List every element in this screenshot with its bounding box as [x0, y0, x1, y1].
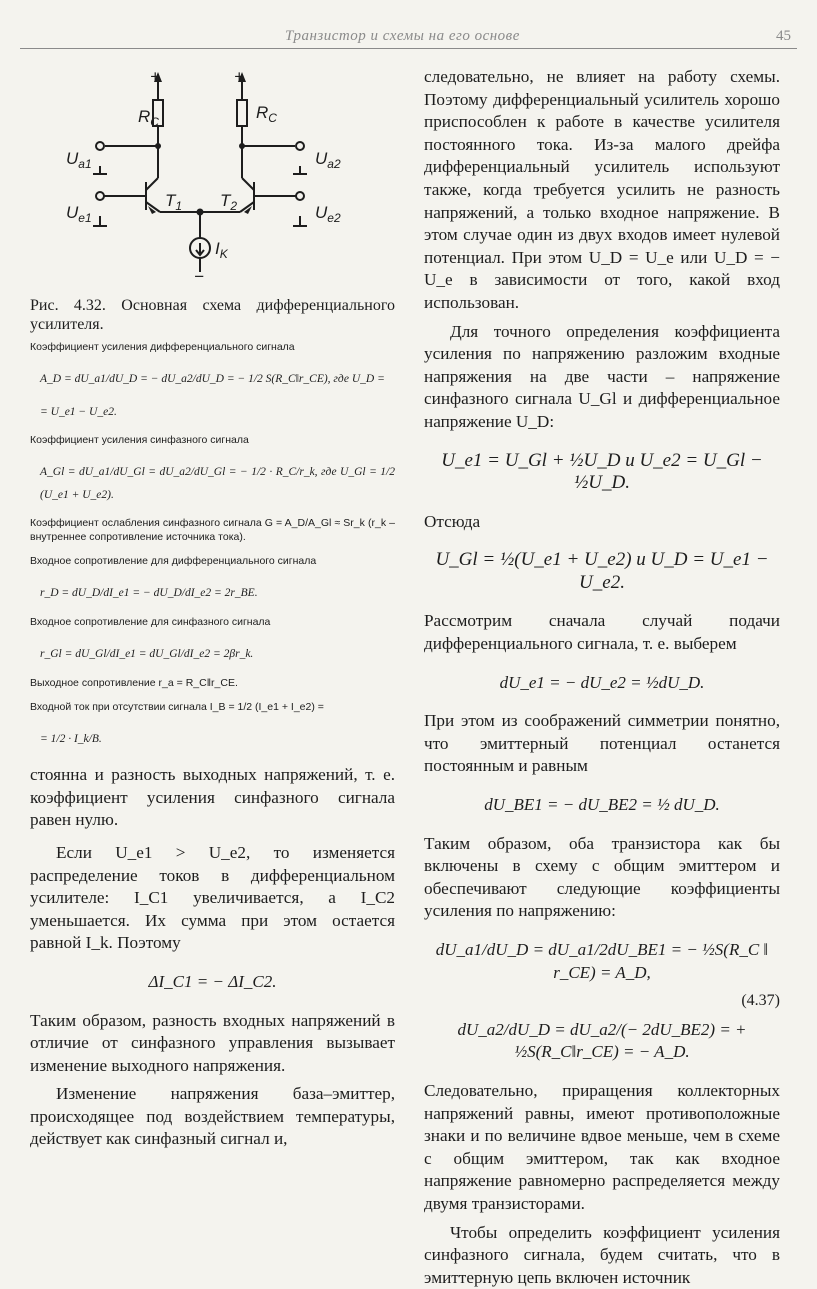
formula-input-decomposition: U_e1 = U_Gl + ½U_D и U_e2 = U_Gl − ½U_D.	[441, 449, 763, 494]
right-column	[424, 66, 780, 1289]
paragraph: Изменение напряжения база–эмиттер, происходящее под воздействием температуры, действует как синфазный сигнал и,	[30, 1084, 395, 1149]
left-column	[30, 60, 395, 1151]
formula-diff-gain-cont: = U_e1 − U_e2.	[40, 405, 117, 418]
summary-output-res: Выходное сопротивление r_a = R_C‖r_CE.	[30, 676, 238, 689]
paragraph: стоянна и разность выходных напряжений, т. е. коэффициент усиления синфазного сигнала равен нулю.	[30, 765, 395, 830]
formula-input-current: = 1/2 · I_k/B.	[40, 732, 102, 745]
paragraph: Таким образом, оба транзистора как бы включены в схему с общим эмиттером и обеспечивают следующие коэффициенты усиления по напряжению:	[424, 833, 780, 921]
rc-left-label: $R_C$	[138, 107, 159, 129]
formula-cm-gain: A_Gl = dU_a1/dU_Gl = dU_a2/dU_Gl = − 1/2 · R_C/r_k, где U_Gl = 1/2 (U_e1 + U_e2).	[40, 466, 395, 501]
formula-due: dU_e1 = − dU_e2 = ½dU_D.	[499, 672, 705, 692]
paragraph: Рассмотрим сначала случай подачи дифференциального сигнала, т. е. выберем	[424, 611, 780, 654]
paragraph: При этом из соображений симметрии понятно, что эмиттерный потенциал останется постоянным и равным	[424, 711, 780, 776]
formula-cm-input-res: r_Gl = dU_Gl/dI_e1 = dU_Gl/dI_e2 = 2βr_k.	[40, 647, 254, 660]
formula-delta-ic: ΔI_C1 = − ΔI_C2.	[148, 971, 277, 991]
page-header	[20, 28, 797, 49]
plus-left-label: +	[150, 67, 160, 86]
summary-diff-input-res: Входное сопротивление для дифференциального сигнала	[30, 555, 317, 568]
ue2-label: $U_{e2}$	[315, 203, 341, 225]
page-number: 45	[776, 28, 791, 44]
summary-cmrr: Коэффициент ослабления синфазного сигнала G = A_D/A_Gl ≈ Sr_k (r_k – внутреннее сопротивление источника тока).	[30, 517, 395, 544]
summary-cm-gain: Коэффициент усиления синфазного сигнала	[30, 434, 249, 447]
equation-number: (4.37)	[741, 992, 780, 1010]
t1-label: $T_1$	[165, 191, 183, 213]
rc-right-label: $R_C$	[256, 103, 277, 125]
paragraph: Для точного определения коэффициента усиления по напряжению разложим входные напряжения на две части – напряжение синфазного сигнала U_Gl и дифференциальное напряжение U_D:	[424, 321, 780, 431]
paragraph: Отсюда	[424, 511, 481, 531]
formula-gain-a2: dU_a2/dU_D = dU_a2/(− 2dU_BE2) = + ½S(R_C‖r_CE) = − A_D.	[457, 1019, 747, 1062]
formula-diff-gain: A_D = dU_a1/dU_D = − dU_a2/dU_D = − 1/2 S(R_C‖r_CE), где U_D =	[40, 373, 385, 385]
summary-cm-input-res: Входное сопротивление для синфазного сигнала	[30, 615, 271, 628]
formula-diff-input-res: r_D = dU_D/dI_e1 = − dU_D/dI_e2 = 2r_BE.	[40, 587, 258, 600]
formula-gain-a1: dU_a1/dU_D = dU_a1/2dU_BE1 = − ½S(R_C ‖ r_CE) = A_D,	[435, 940, 769, 982]
ik-label: $I_K$	[215, 239, 228, 261]
paragraph: Таким образом, разность входных напряжений в отличие от синфазного управления вызывает изменение выходного напряжения.	[30, 1010, 395, 1075]
ua1-label: $U_{a1}$	[66, 149, 92, 171]
paragraph: Если U_e1 > U_e2, то изменяется распределение токов в дифференциальном усилителе: I_C1 увеличивается, а I_C2 уменьшается. Их сумма при этом остается равной I_k. Поэтому	[30, 842, 395, 953]
ue1-label: $U_{e1}$	[66, 203, 92, 225]
ua2-label: $U_{a2}$	[315, 149, 341, 171]
paragraph: следовательно, не влияет на работу схемы. Поэтому дифференциальный усилитель хорошо приспособлен к работе в качестве усилителя постоянного тока. Из-за малого дрейфа дифференциальный усилитель используют также, когда требуется усилить не разность напряжений, а только входное напряжение. В этом случае один из двух входов имеет нулевой потенциал. При этом U_D = U_e или U_D = − U_e в зависимости от того, какой вход использован.	[424, 67, 780, 312]
plus-right-label: +	[234, 67, 244, 86]
summary-diff-gain: Коэффициент усиления дифференциального сигнала	[30, 341, 295, 353]
running-title: Транзистор и схемы на его основе	[285, 28, 520, 44]
summary-input-current: Входной ток при отсутствии сигнала I_B = 1/2 (I_e1 + I_e2) =	[30, 700, 324, 713]
paragraph: Чтобы определить коэффициент усиления синфазного сигнала, будем считать, что в эмиттерную цепь включен источник	[424, 1222, 780, 1287]
formula-dube: dU_BE1 = − dU_BE2 = ½ dU_D.	[484, 795, 720, 815]
paragraph: Следовательно, приращения коллекторных напряжений равны, имеют противоположные знаки и по величине вдвое меньше, чем в схеме с общим эмиттером, так как входное напряжение равномерно распределяется между двумя транзисторами.	[424, 1080, 780, 1213]
formula-ugl-ud: U_Gl = ½(U_e1 + U_e2) и U_D = U_e1 − U_e2.	[435, 549, 769, 593]
figure-caption: Рис. 4.32. Основная схема дифференциального усилителя.	[30, 297, 395, 333]
minus-label: −	[194, 267, 204, 286]
t2-label: $T_2$	[220, 191, 238, 213]
